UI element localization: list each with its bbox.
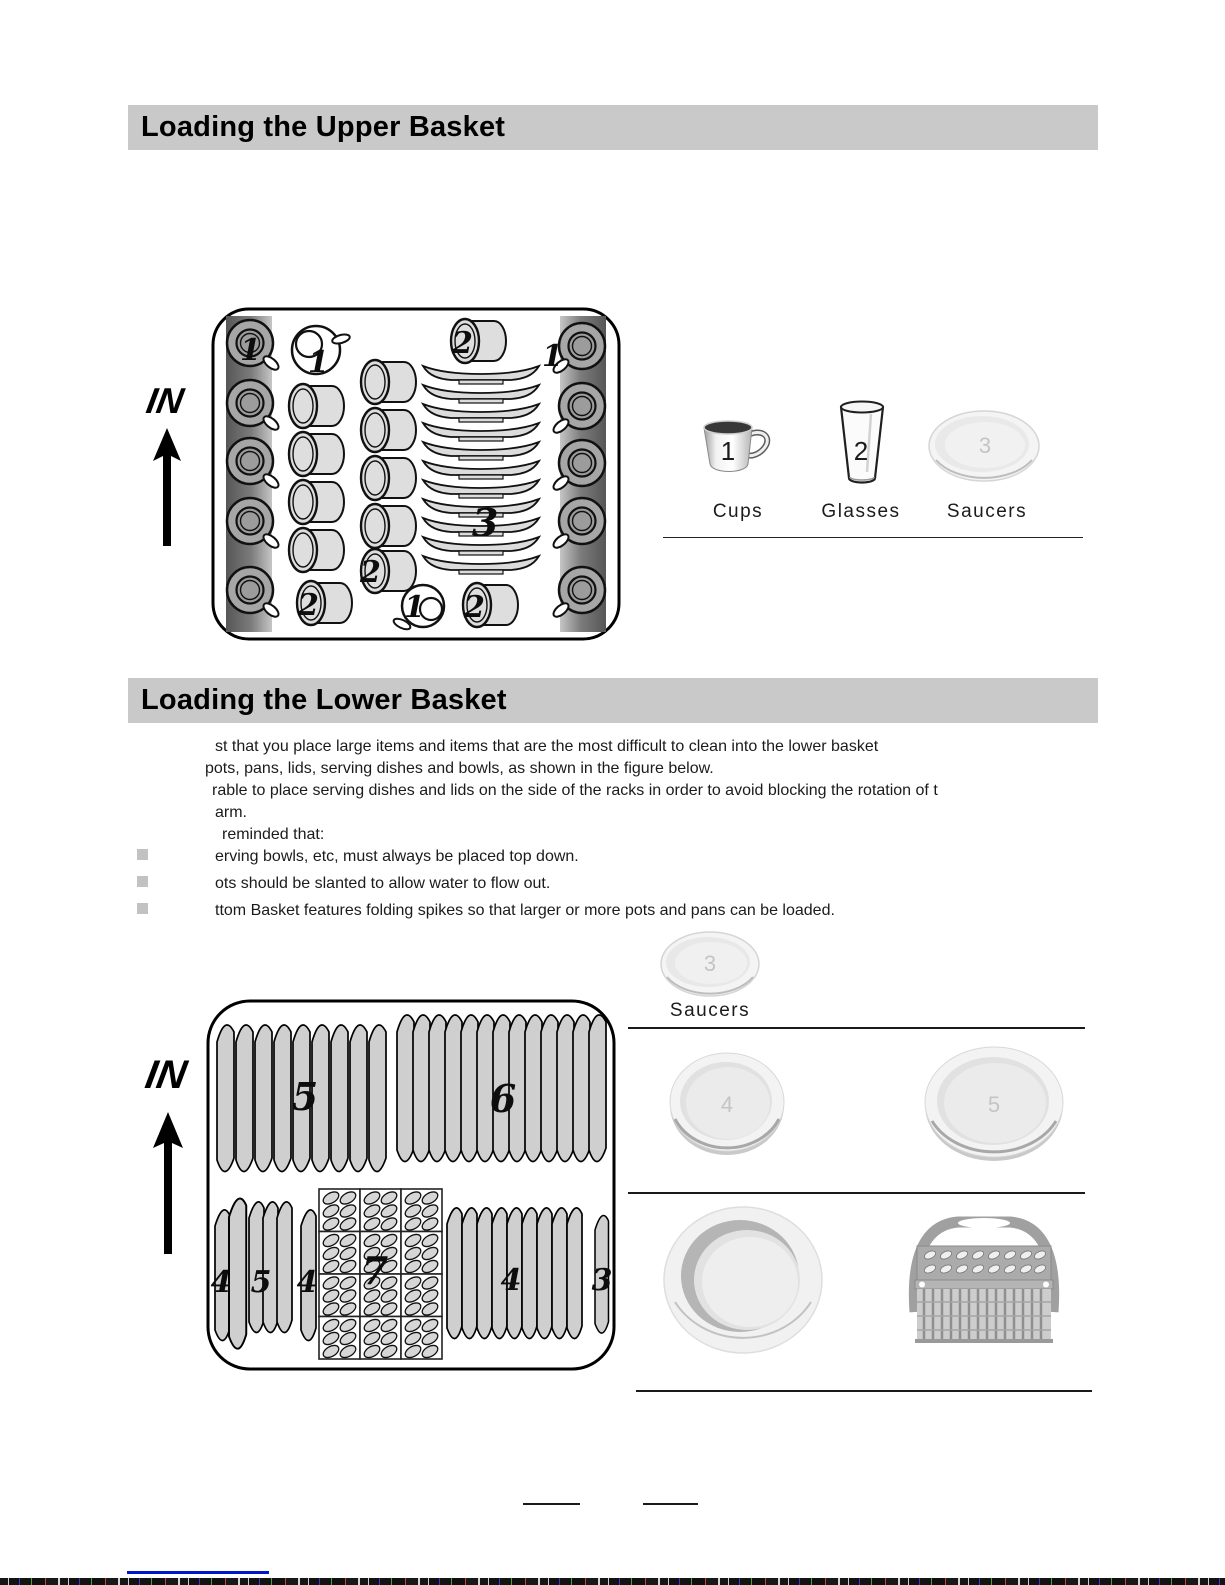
lower-legend-divider-2 [628,1192,1085,1194]
footer-link-underline[interactable] [127,1571,269,1574]
saucers-image-number: 3 [703,951,717,976]
glass-number: 2 [853,436,869,466]
upper-label-glass-bottom-right: 2 [464,590,485,625]
cup-icon [700,414,780,480]
paragraph-line: reminded that: [222,826,325,843]
dinner-plate-number: 5 [987,1092,1001,1117]
cutlery-basket-image [902,1210,1066,1344]
lower-label-bl-fan: 5 [250,1265,272,1300]
upper-label-cup-round-bottom: 1 [404,590,425,625]
lower-label-fan-tl: 5 [291,1074,319,1119]
lower-label-fan-tr: 6 [489,1076,517,1121]
saucer-number: 3 [978,433,992,458]
upper-label-cup-round-top: 1 [308,345,329,380]
bullet-text: ots should be slanted to allow water to flow out. [215,875,551,892]
bullet-square-icon [137,903,148,914]
dessert-plate-image [668,1052,786,1156]
bullet-item [137,900,835,922]
lower-label-bl-outer: 4 [210,1265,232,1300]
upper-label-cup-strip-left: 1 [240,333,261,368]
scan-noise-strip [0,1578,1225,1585]
lower-basket-diagram [205,998,617,1372]
section-header-upper [128,105,1098,150]
lower-in-arrow-icon [150,1112,186,1254]
section-title-lower: Loading the Lower Basket [141,684,507,716]
saucer-icon [928,408,1040,484]
footer-line-1 [523,1503,580,1505]
lower-label-bl-inner: 4 [296,1265,318,1300]
serving-bowl-image [662,1205,824,1355]
cup-number: 1 [720,436,736,466]
dinner-plate-image [923,1046,1065,1162]
paragraph-line: arm. [215,804,247,821]
bullet-text: ttom Basket features folding spikes so that larger or more pots and pans can be loaded. [215,902,835,919]
upper-in-arrow-icon [150,428,184,546]
upper-label-cup-strip-right: 1 [542,339,563,374]
bullet-text: erving bowls, etc, must always be placed top down. [215,848,579,865]
section-header-lower [128,678,1098,723]
legend-label-cups: Cups [712,501,764,522]
upper-label-glass-mid: 2 [360,555,381,590]
upper-label-glass-top: 2 [452,326,473,361]
upper-legend-divider [663,537,1083,538]
paragraph-line: rable to place serving dishes and lids on the side of the racks in order to avoid blocking the rotation of t [212,782,938,799]
bullet-square-icon [137,849,148,860]
upper-basket-diagram [210,306,622,642]
lower-label-cutlery: 7 [361,1248,389,1293]
footer-line-2 [643,1503,698,1505]
lower-in-label: IN [142,1053,190,1097]
glass-icon [837,398,887,490]
section-title-upper: Loading the Upper Basket [141,111,506,143]
paragraph-line: st that you place large items and items that are the most difficult to clean into the lower basket [215,738,879,755]
upper-in-label: IN [143,380,187,421]
legend-label-saucers: Saucers [946,501,1028,522]
lower-legend-label-saucers: Saucers [669,1000,751,1021]
lower-label-br-edge: 3 [591,1263,613,1298]
dessert-plate-number: 4 [720,1092,734,1117]
upper-label-glass-bottom-left: 2 [298,588,319,623]
bullet-item [137,846,579,868]
lower-label-br-fan: 4 [500,1263,522,1298]
bullet-item [137,873,550,895]
upper-label-saucers: 3 [472,500,499,545]
legend-label-glasses: Glasses [821,501,901,522]
bullet-square-icon [137,876,148,887]
lower-legend-divider-3 [636,1390,1092,1392]
lower-legend-divider-1 [628,1027,1085,1029]
saucers-image [660,930,760,998]
paragraph-line: pots, pans, lids, serving dishes and bowls, as shown in the figure below. [205,760,714,777]
